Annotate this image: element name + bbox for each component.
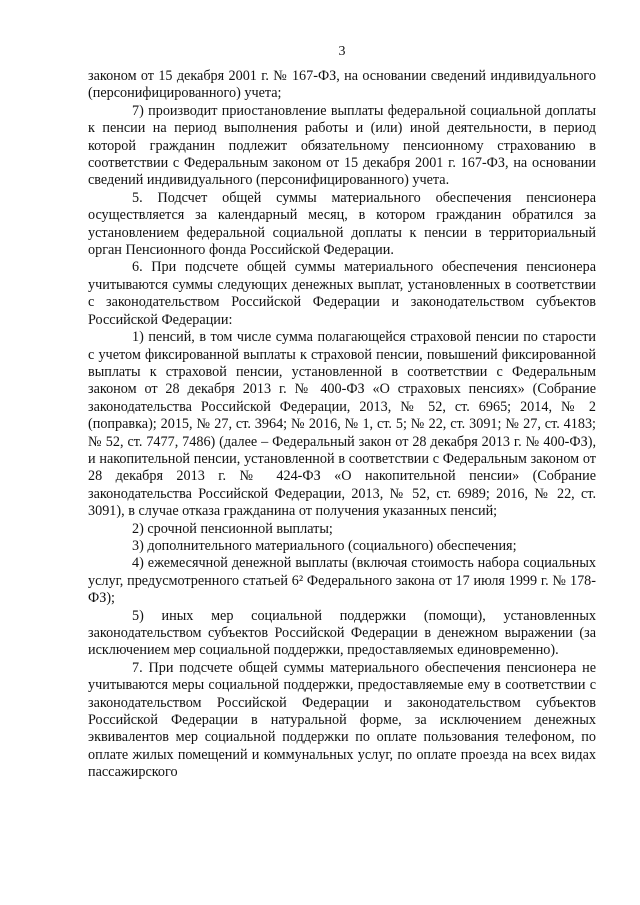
paragraph: 7) производит приостановление выплаты федеральной социальной доплаты к пенсии на период выполнения работы и (или) иной деятельности, в период которой гражданин подлежит обязательному пенсионному страхованию в соответствии с Федеральным законом от 15 декабря 2001 г. 167-ФЗ, на основании сведений индивидуального (персонифицированного) учета. (88, 102, 596, 189)
paragraph: 6. При подсчете общей суммы материального обеспечения пенсионера учитываются суммы следующих денежных выплат, установленных в соответствии с законодательством Российской Федерации и законодательством субъектов Российской Федерации: (88, 259, 596, 328)
paragraph: 5) иных мер социальной поддержки (помощи), установленных законодательством субъектов Российской Федерации в денежном выражении (за исключением мер социальной поддержки, предоставляемых единовременно). (88, 607, 596, 659)
paragraph: законом от 15 декабря 2001 г. № 167-ФЗ, на основании сведений индивидуального (персонифицированного) учета; (88, 68, 596, 102)
paragraph: 7. При подсчете общей суммы материального обеспечения пенсионера не учитываются меры социальной поддержки, предоставляемые ему в соответствии с законодательством Российской Федерации и законодательством субъектов Российской Федерации в натуральной форме, за исключением денежных эквивалентов мер социальной поддержки по оплате пользования телефоном, по оплате жилых помещений и коммунальных услуг, по оплате проезда на всех видах пассажирского (88, 659, 596, 781)
paragraph: 2) срочной пенсионной выплаты; (132, 520, 333, 537)
paragraph: 5. Подсчет общей суммы материального обеспечения пенсионера осуществляется за календарный месяц, в котором гражданин обратился за установлением федеральной социальной доплаты к пенсии в территориальный орган Пенсионного фонда Российской Федерации. (88, 189, 596, 259)
document-body (88, 68, 596, 782)
paragraph: 3) дополнительного материального (социального) обеспечения; (132, 537, 517, 554)
paragraph: 4) ежемесячной денежной выплаты (включая стоимость набора социальных услуг, предусмотренного статьей 6² Федерального закона от 17 июля 1999 г. № 178-ФЗ); (88, 555, 596, 607)
page-number: 3 (338, 44, 346, 59)
paragraph: 1) пенсий, в том числе сумма полагающейся страховой пенсии по старости с учетом фиксированной выплаты к страховой пенсии, повышений фиксированной выплаты к страховой пенсии, установленной в соответствии с Федеральным законом от 28 декабря 2013 г. № 400-ФЗ «О страховых пенсиях» (Собрание законодательства Российской Федерации, 2013, № 52, ст. 6965; 2014, № 2 (поправка); 2015, № 27, ст. 3964; № 2016, № 1, ст. 5; № 22, ст. 3091; № 27, ст. 4183; № 52, ст. 7477, 7486) (далее – Федеральный закон от 28 декабря 2013 г. № 400-ФЗ), и накопительной пенсии, установленной в соответствии с Федеральным законом от 28 декабря 2013 г. № 424-ФЗ «О накопительной пенсии» (Собрание законодательства Российской Федерации, 2013, № 52, ст. 6989; 2016, № 22, ст. 3091), в случае отказа гражданина от получения указанных пенсий; (88, 329, 596, 520)
